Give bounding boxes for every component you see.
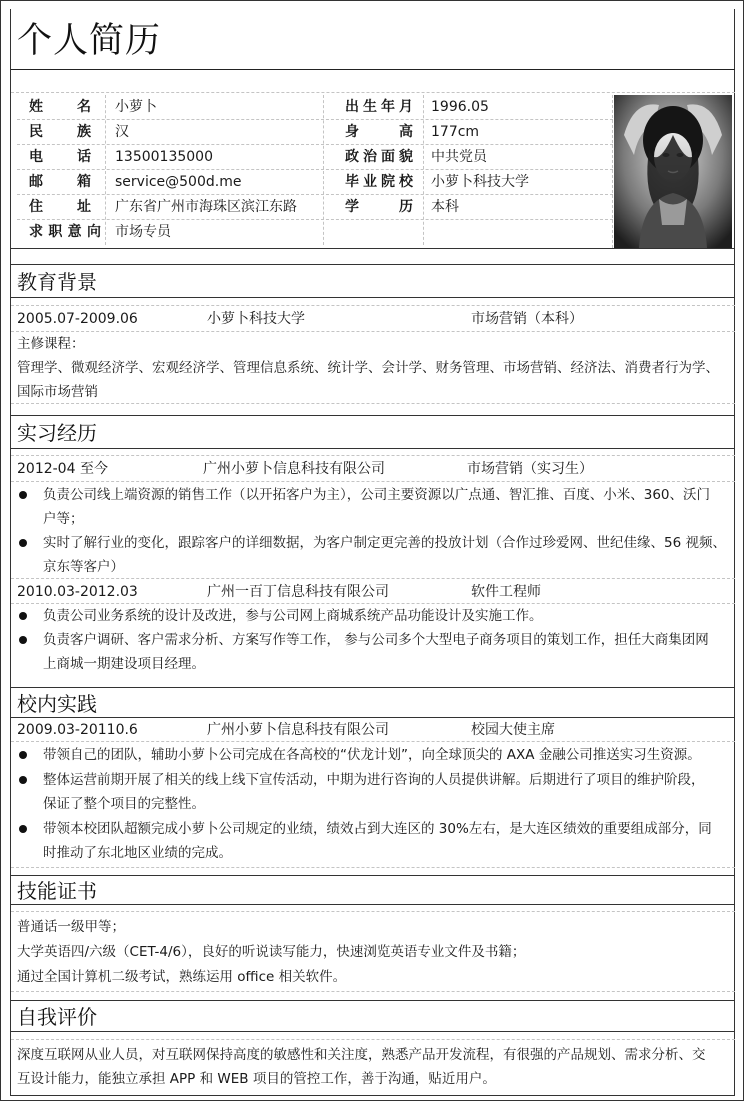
self-eval-line: 互设计能力，能独立承担 APP 和 WEB 项目的管控工作，善于沟通，贴近用户。: [17, 1071, 496, 1087]
self-eval-line: 深度互联网从业人员，对互联网保持高度的敏感性和关注度，熟悉产品开发流程，有很强的产品规划、需求分析、交: [17, 1047, 706, 1063]
courses-list: 管理学、微观经济学、宏观经济学、管理信息系统、统计学、会计学、财务管理、市场营销、经济法、消费者行为学、: [17, 360, 719, 376]
page-title: 个人简历: [17, 21, 162, 61]
title-divider: [11, 69, 735, 70]
table-divider: [423, 95, 424, 245]
info-value: 市场专员: [115, 224, 171, 240]
campus-bullet: 带领自己的团队，辅助小萝卜公司完成在各高校的“伏龙计划”，向全球顶尖的 AXA 金融公司推送实习生资源。: [17, 743, 729, 767]
job-period: 2012-04 至今: [17, 461, 108, 477]
divider: [11, 448, 735, 449]
divider: [11, 578, 735, 579]
table-divider: [612, 95, 613, 248]
info-label: 电 话: [29, 149, 91, 165]
job-entry: [17, 580, 729, 604]
info-label: 邮 箱: [29, 174, 91, 190]
divider: [11, 297, 735, 298]
info-label: 民 族: [29, 124, 91, 140]
job-bullet: 负责客户调研、客户需求分析、方案写作等工作， 参与公司多个大型电子商务项目的策划工作，担任大商集团网 上商城一期建设项目经理。: [17, 628, 729, 676]
table-divider: [323, 95, 324, 245]
section-title-self: 自我评价: [17, 1005, 97, 1029]
info-value: 13500135000: [115, 149, 213, 165]
divider: [11, 741, 735, 742]
skill-line: 通过全国计算机二级考试，熟练运用 office 相关软件。: [17, 969, 347, 985]
job-role: 市场营销（实习生）: [467, 461, 593, 477]
divider: [11, 264, 735, 265]
section-title-skills: 技能证书: [17, 879, 97, 903]
campus-entry: [17, 718, 729, 742]
divider: [11, 248, 735, 249]
info-value: 1996.05: [431, 99, 489, 115]
info-label: 求职意向: [29, 224, 101, 240]
divider: [11, 1031, 735, 1032]
job-bullet: 负责公司业务系统的设计及改进，参与公司网上商城系统产品功能设计及实施工作。: [17, 604, 729, 628]
education-period: 2005.07-2009.06: [17, 311, 138, 327]
info-row: [17, 220, 613, 245]
info-label: 住 址: [29, 199, 91, 215]
info-value: service@500d.me: [115, 174, 242, 190]
info-row: [17, 145, 613, 170]
education-major: 市场营销（本科）: [471, 311, 583, 327]
bullet-dot: [19, 539, 27, 547]
job-entry: [17, 457, 729, 481]
bullet-dot: [19, 825, 27, 833]
divider: [11, 481, 735, 482]
divider: [11, 1000, 735, 1001]
info-label: 政治面貌: [345, 149, 413, 165]
bullet-dot: [19, 751, 27, 759]
info-value: 小萝卜: [115, 99, 157, 115]
divider: [11, 415, 735, 416]
divider: [11, 911, 735, 912]
info-value: 中共党员: [431, 149, 487, 165]
job-role: 软件工程师: [471, 584, 541, 600]
info-value: 本科: [431, 199, 459, 215]
portrait-image: [614, 95, 732, 248]
info-label: 出生年月: [345, 99, 413, 115]
job-bullet: 负责公司线上端资源的销售工作（以开拓客户为主），公司主要资源以广点通、智汇推、百度、小米、360、沃门 户等；: [17, 483, 729, 531]
info-label: 毕业院校: [345, 174, 413, 190]
divider: [11, 455, 735, 456]
bullet-dot: [19, 636, 27, 644]
profile-photo: [614, 95, 732, 248]
skill-line: 大学英语四/六级（CET-4/6），良好的听说读写能力，快速浏览英语专业文件及书籍；: [17, 944, 526, 960]
divider: [11, 403, 735, 404]
campus-role: 校园大使主席: [471, 722, 555, 738]
bullet-dot: [19, 491, 27, 499]
courses-label: 主修课程：: [17, 336, 85, 352]
info-row: [17, 195, 613, 220]
divider: [11, 1039, 735, 1040]
section-title-internship: 实习经历: [17, 421, 97, 445]
info-label: 身 高: [345, 124, 413, 140]
section-title-campus: 校内实践: [17, 692, 97, 716]
courses-list-cont: 国际市场营销: [17, 384, 98, 400]
campus-bullet: 整体运营前期开展了相关的线上线下宣传活动，中期为进行咨询的人员提供讲解。后期进行了项目的维护阶段， 保证了整个项目的完整性。: [17, 768, 729, 816]
job-company: 广州小萝卜信息科技有限公司: [203, 461, 385, 477]
job-company: 广州一百丁信息科技有限公司: [207, 584, 389, 600]
info-label: 学 历: [345, 199, 413, 215]
divider: [11, 92, 735, 93]
info-row: [17, 170, 613, 195]
campus-company: 广州小萝卜信息科技有限公司: [207, 722, 389, 738]
info-row: [17, 95, 613, 120]
campus-period: 2009.03-20110.6: [17, 722, 138, 738]
info-label: 姓 名: [29, 99, 91, 115]
divider: [11, 867, 735, 868]
divider: [11, 687, 735, 688]
divider: [11, 904, 735, 905]
info-value: 177cm: [431, 124, 480, 140]
info-row: [17, 120, 613, 145]
table-divider: [105, 95, 106, 245]
job-bullet: 实时了解行业的变化，跟踪客户的详细数据，为客户制定更完善的投放计划（合作过珍爱网、世纪佳缘、56 视频、 京东等客户）: [17, 531, 729, 579]
section-title-education: 教育背景: [17, 270, 97, 294]
campus-bullet: 带领本校团队超额完成小萝卜公司规定的业绩，绩效占到大连区的 30%左右，是大连区绩效的重要组成部分，同 时推动了东北地区业绩的完成。: [17, 817, 729, 865]
bullet-dot: [19, 776, 27, 784]
info-value: 广东省广州市海珠区滨江东路: [115, 199, 297, 215]
education-school: 小萝卜科技大学: [207, 311, 305, 327]
bullet-dot: [19, 612, 27, 620]
info-value: 小萝卜科技大学: [431, 174, 529, 190]
divider: [11, 305, 735, 306]
divider: [11, 991, 735, 992]
info-value: 汉: [115, 124, 129, 140]
education-entry: [17, 307, 729, 331]
skill-line: 普通话一级甲等；: [17, 919, 125, 935]
divider: [11, 875, 735, 876]
job-period: 2010.03-2012.03: [17, 584, 138, 600]
